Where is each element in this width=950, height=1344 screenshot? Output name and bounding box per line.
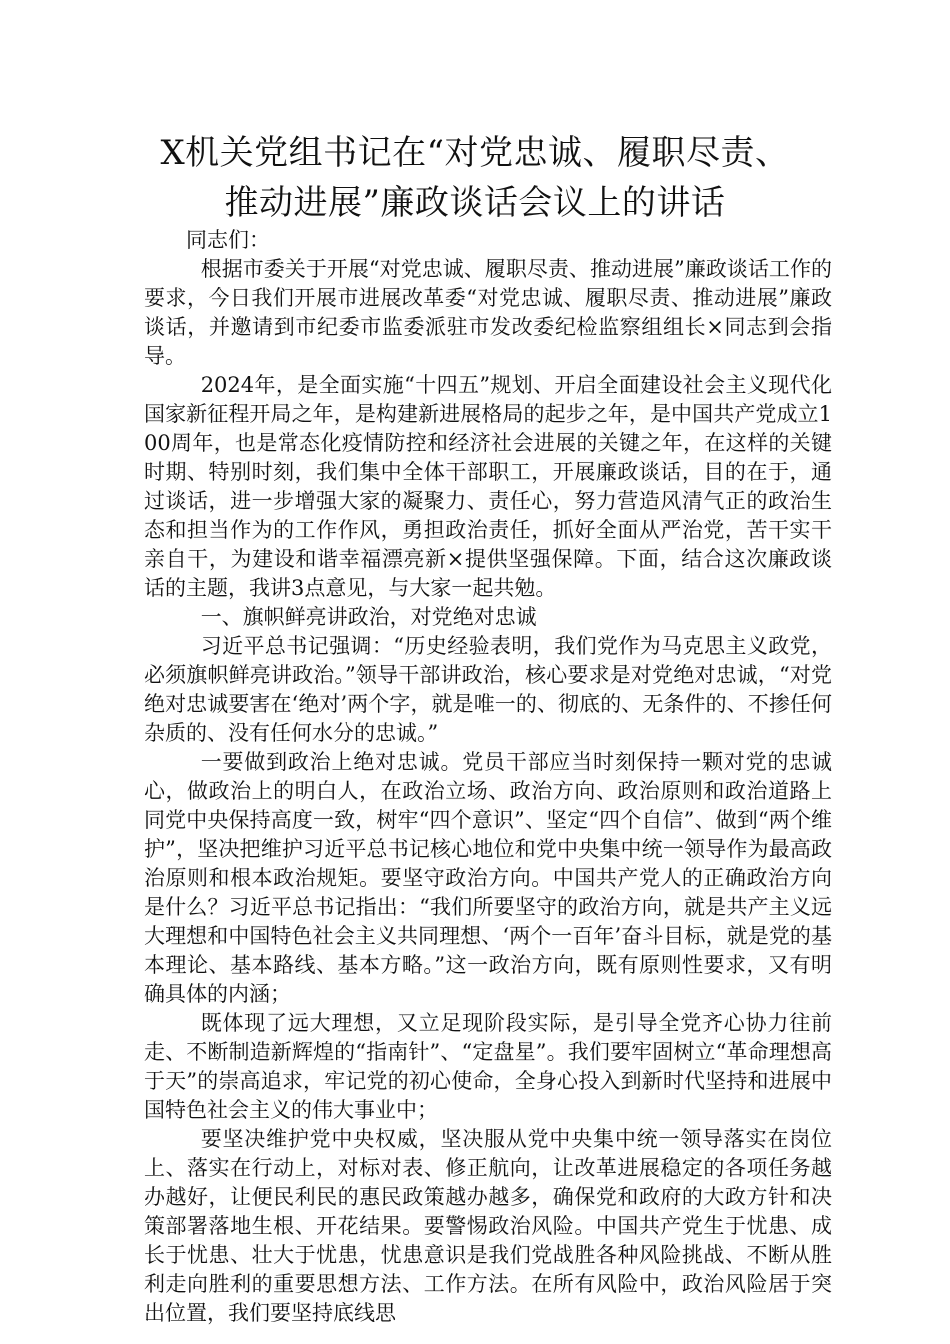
paragraph-loyalty: 一要做到政治上绝对忠诚。党员干部应当时刻保持一颗对党的忠诚心，做政治上的明白人，在政治立场、政治方向、政治原则和政治道路上同党中央保持高度一致，树牢“四个意识”、坚定“四个自信”、做到“两个维护”，坚决把维护习近平总书记核心地位和党中央集中统一领导作为最高政治原则和根本政治规矩。要坚守政治方向。中国共产党人的正确政治方向是什么？习近平总书记指出：“我们所要坚守的政治方向，就是共产主义远大理想和中国特色社会主义共同理想、‘两个一百年’奋斗目标，就是党的基本理论、基本路线、基本方略。”这一政治方向，既有原则性要求，又有明确具体的内涵； bbox=[144, 750, 832, 1006]
paragraph-quote: 习近平总书记强调：“历史经验表明，我们党作为马克思主义政党，必须旗帜鲜亮讲政治。”领导干部讲政治，核心要求是对党绝对忠诚，“对党绝对忠诚要害在‘绝对’两个字，就是唯一的、彻底的、无条件的、不掺任何杂质的、没有任何水分的忠诚。” bbox=[144, 634, 833, 745]
paragraph-ideals: 既体现了远大理想，又立足现阶段实际，是引导全党齐心协力往前走、不断制造新辉煌的“指南针”、“定盘星”。我们要牢固树立“革命理想高于天”的崇高追求，牢记党的初心使命，全身心投入到新时代坚持和进展中国特色社会主义的伟大事业中； bbox=[144, 1011, 832, 1122]
paragraph-intro: 根据市委关于开展“对党忠诚、履职尽责、推动进展”廉政谈话工作的要求，今日我们开展市进展改革委“对党忠诚、履职尽责、推动进展”廉政谈话，并邀请到市纪委市监委派驻市发改委纪检监察组组长×同志到会指导。 bbox=[144, 257, 832, 368]
paragraph-context: 2024年，是全面实施“十四五”规划、开启全面建设社会主义现代化国家新征程开局之年，是构建新进展格局的起步之年，是中国共产党成立100周年，也是常态化疫情防控和经济社会进展的关键之年，在这样的关键时期、特别时刻，我们集中全体干部职工，开展廉政谈话，目的在于，通过谈话，进一步增强大家的凝聚力、责任心，努力营造风清气正的政治生态和担当作为的工作作风，勇担政治责任，抓好全面从严治党，苦干实干亲自干，为建设和谐幸福漂亮新×提供坚强保障。下面，结合这次廉政谈话的主题，我讲3点意见，与大家一起共勉。 bbox=[144, 373, 832, 600]
title-line-2: 推动进展”廉政谈话会议上的讲话 bbox=[224, 183, 726, 223]
section-heading-1: 一、旗帜鲜亮讲政治，对党绝对忠诚 bbox=[200, 605, 537, 629]
document-body bbox=[144, 226, 832, 1328]
document-title bbox=[120, 128, 830, 228]
salutation: 同志们： bbox=[186, 228, 270, 252]
paragraph-authority: 要坚决维护党中央权威，坚决服从党中央集中统一领导落实在岗位上、落实在行动上，对标对表、修正航向，让改革进展稳定的各项任务越办越好，让便民利民的惠民政策越办越多，确保党和政府的大政方针和决策部署落地生根、开花结果。要警惕政治风险。中国共产党生于忧患、成长于忧患、壮大于忧患，忧患意识是我们党战胜各种风险挑战、不断从胜利走向胜利的重要思想方法、工作方法。在所有风险中，政治风险居于突出位置，我们要坚持底线思 bbox=[144, 1127, 832, 1325]
title-line-1: X机关党组书记在“对党忠诚、履职尽责、 bbox=[160, 133, 790, 173]
